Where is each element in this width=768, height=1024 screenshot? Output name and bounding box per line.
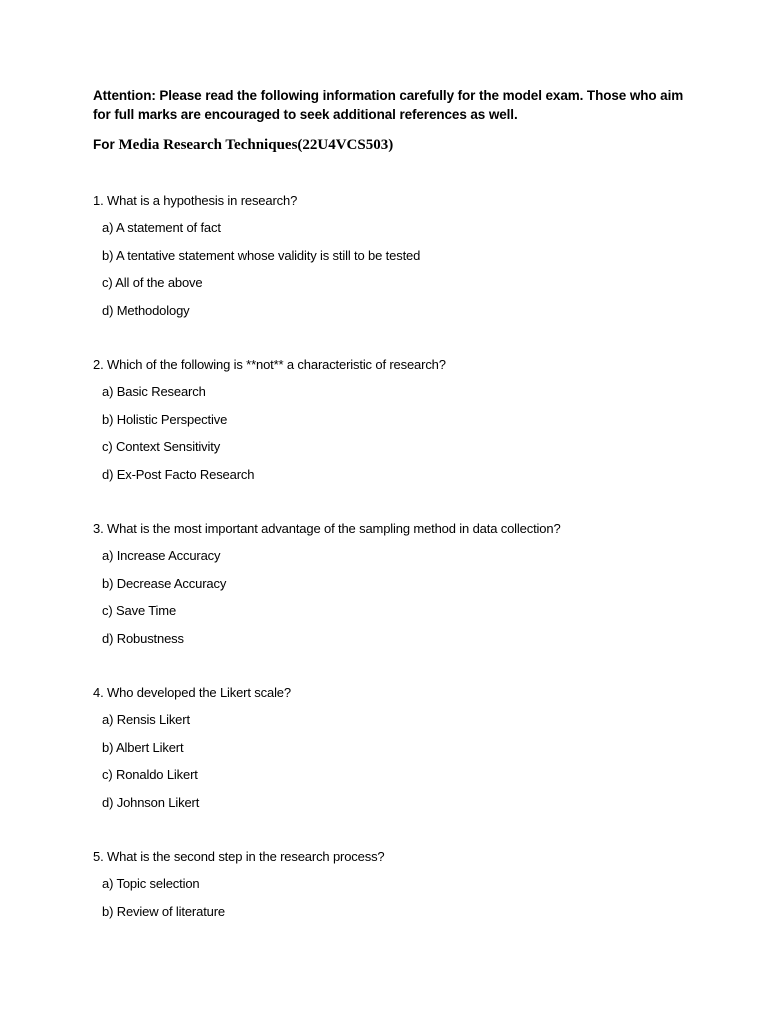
- answer-option: d) Robustness: [102, 630, 184, 646]
- answer-option: b) Decrease Accuracy: [102, 575, 227, 591]
- answer-option: b) Albert Likert: [102, 739, 184, 755]
- answer-option: a) Topic selection: [102, 876, 200, 892]
- answer-option: a) A statement of fact: [102, 220, 221, 236]
- question-block: [93, 684, 693, 811]
- course-prefix: For: [93, 137, 119, 152]
- answer-option: b) A tentative statement whose validity is still to be tested: [102, 247, 421, 263]
- question-text: 3. What is the most important advantage of the sampling method in data collection?: [93, 521, 561, 536]
- question-text: 5. What is the second step in the research process?: [93, 849, 385, 864]
- attention-notice: Attention: Please read the following information carefully for the model exam. Those who aim for full marks are encouraged to seek additional references as well.: [93, 88, 684, 122]
- answer-option: c) Ronaldo Likert: [102, 767, 198, 783]
- question-block: [93, 192, 693, 319]
- answer-option: b) Review of literature: [102, 903, 225, 919]
- question-block: [93, 520, 693, 647]
- answer-option: a) Basic Research: [102, 384, 206, 400]
- question-block: [93, 356, 693, 483]
- answer-option: a) Rensis Likert: [102, 712, 190, 728]
- document-page: [93, 86, 693, 919]
- question-text: 4. Who developed the Likert scale?: [93, 685, 291, 700]
- answer-option: d) Ex-Post Facto Research: [102, 466, 255, 482]
- question-block: [93, 848, 693, 920]
- answer-option: c) All of the above: [102, 275, 203, 291]
- answer-option: d) Methodology: [102, 302, 190, 318]
- course-title: [93, 134, 693, 155]
- answer-option: b) Holistic Perspective: [102, 411, 228, 427]
- question-text: 1. What is a hypothesis in research?: [93, 193, 298, 208]
- answer-option: a) Increase Accuracy: [102, 548, 221, 564]
- answer-option: d) Johnson Likert: [102, 794, 200, 810]
- answer-option: c) Context Sensitivity: [102, 439, 221, 455]
- question-text: 2. Which of the following is **not** a characteristic of research?: [93, 357, 446, 372]
- course-name: Media Research Techniques(22U4VCS503): [118, 137, 394, 153]
- answer-option: c) Save Time: [102, 603, 177, 619]
